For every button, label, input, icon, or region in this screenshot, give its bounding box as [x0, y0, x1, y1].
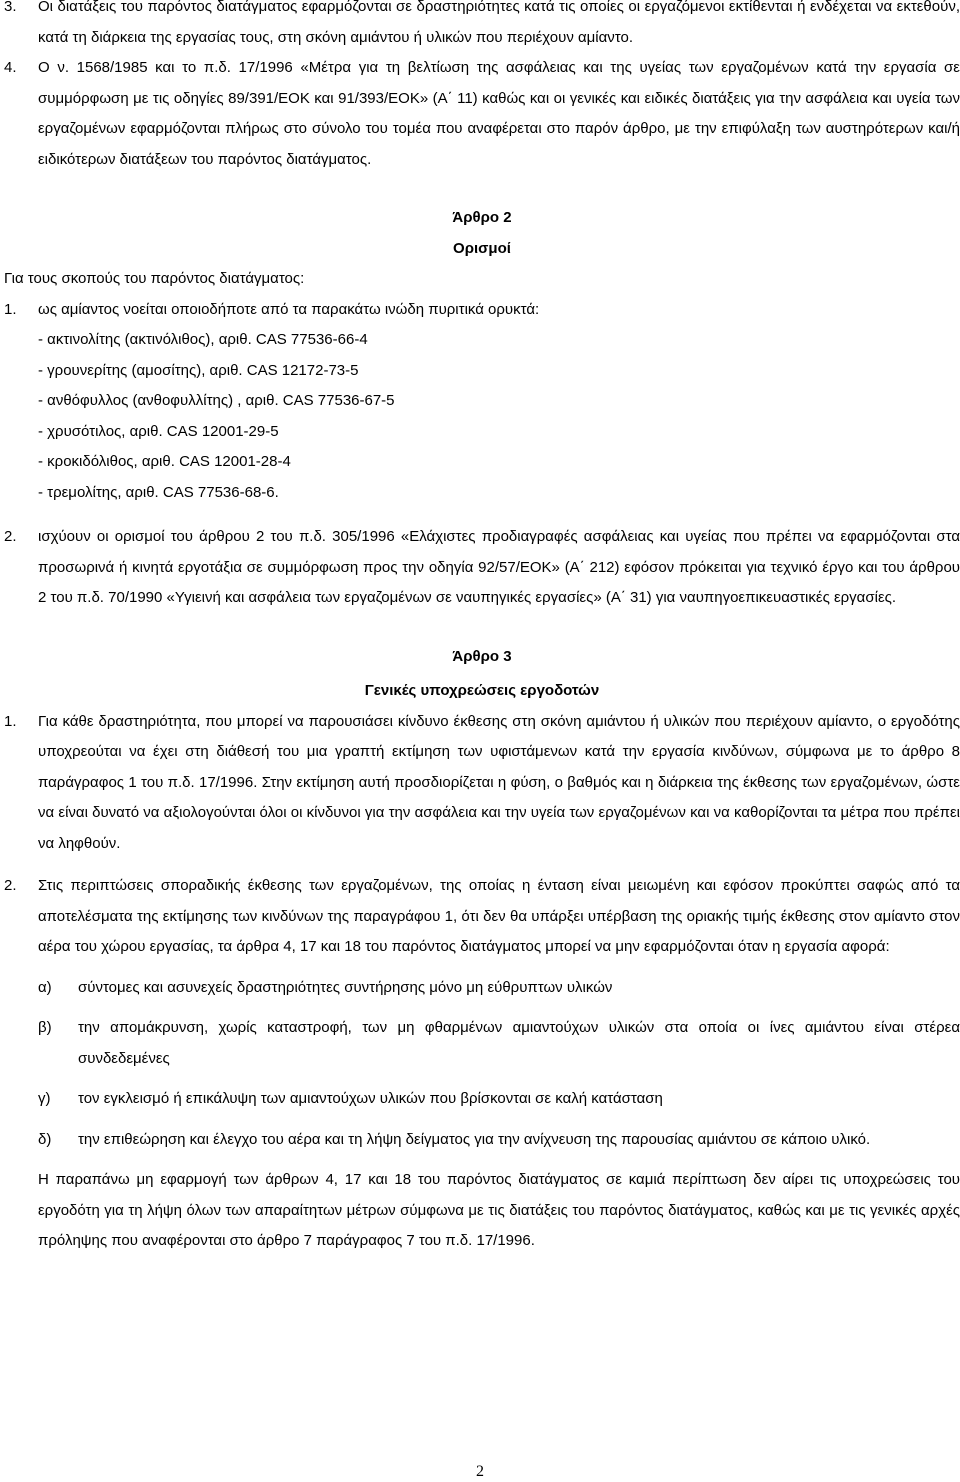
subitem-text: την επιθεώρηση και έλεγχο του αέρα και τη λήψη δείγματος για την ανίχνευση της παρουσίας αμιάντου σε κάποιο υλικό.: [78, 1130, 871, 1148]
subitem-label: β): [38, 1019, 52, 1036]
obligation-2: [4, 871, 960, 963]
paragraph-4: [4, 53, 960, 175]
subitem-text: την απομάκρυνση, χωρίς καταστροφή, των μη φθαρμένων αμιαντούχων υλικών στα οποία οι ίνες αμιάντου είναι στέρεα συνδεδεμένες: [78, 1019, 960, 1067]
obligation-1: [4, 707, 960, 860]
mineral-item: - τρεμολίτης, αριθ. CAS 77536-68-6.: [38, 483, 279, 501]
subitem-text: τον εγκλεισμό ή επικάλυψη των αμιαντούχων υλικών που βρίσκονται σε καλή κατάσταση: [78, 1090, 663, 1107]
subitem-b: [4, 1013, 960, 1074]
paragraph-text: Ο ν. 1568/1985 και το π.δ. 17/1996 «Μέτρα για τη βελτίωση της ασφάλειας και της υγείας των εργαζομένων κατά την εργασία σε συμμόρφωση με τις οδηγίες 89/391/ΕΟΚ και 91/393/ΕΟΚ» (Α΄ 11) καθώς και οι γενικές και ειδικές διατάξεις για την ασφάλεια και υγεία των εργαζομένων εφαρμόζονται πλήρως στο σύνολο του τομέα που αναφέρεται στο παρόν άρθρο, με την επιφύλαξη των αυστηρότερων και/ή ειδικότερων διατάξεων του παρόντος διατάγματος.: [38, 59, 960, 168]
mineral-item: - ανθόφυλλος (ανθοφυλλίτης) , αριθ. CAS 77536-67-5: [38, 392, 395, 409]
definition-number: 2.: [4, 528, 17, 545]
paragraph-number: 4.: [4, 59, 17, 76]
obligation-text: Στις περιπτώσεις σποραδικής έκθεσης των εργαζομένων, της οποίας η ένταση είναι μειωμένη και εφόσον προκύπτει σαφώς από τα αποτελέσματα της εκτίμησης των κινδύνων της παραγράφου 1, ότι δεν θα υπάρξει υπέρβαση της οριακής τιμής έκθεσης στον αμίαντο στον αέρα του χώρου εργασίας, τα άρθρα 4, 17 και 18 του παρόντος διατάγματος μπορεί να μην εφαρμόζονται όταν η εργασία αφορά:: [38, 877, 960, 955]
paragraph-number: 3.: [4, 0, 17, 15]
mineral-item: - ακτινολίτης (ακτινόλιθος), αριθ. CAS 77536-66-4: [38, 331, 368, 348]
definition-number: 1.: [4, 300, 17, 318]
article-3-title: Γενικές υποχρεώσεις εργοδοτών: [364, 682, 600, 699]
obligation-number: 2.: [4, 877, 17, 894]
subitem-d: [4, 1125, 960, 1156]
definition-1: [4, 295, 960, 326]
definitions-intro: Για τους σκοπούς του παρόντος διατάγματος:: [4, 270, 305, 287]
definition-text: ισχύουν οι ορισμοί του άρθρου 2 του π.δ. 305/1996 «Ελάχιστες προδιαγραφές ασφάλειας και υγείας που πρέπει να εφαρμόζονται στα προσωρινά ή κινητά εργοτάξια σε συμμόρφωση προς την οδηγία 92/57/ΕΟΚ» (Α΄ 212) εφόσον πρόκειται για τεχνικό έργο και του άρθρου 2 του π.δ. 70/1990 «Υγιεινή και ασφάλεια των εργαζομένων σε ναυπηγικές εργασίες» (Α΄ 31) για ναυπηγοεπικευαστικές εργασίες.: [38, 528, 960, 606]
subitem-text: σύντομες και ασυνεχείς δραστηριότητες συντήρησης μόνο μη εύθρυπτων υλικών: [78, 978, 613, 996]
article-2-heading: Άρθρο 2: [452, 209, 512, 226]
article-3-heading: Άρθρο 3: [452, 647, 512, 665]
paragraph-3: [4, 0, 960, 53]
subitem-a: [4, 973, 960, 1004]
closing-paragraph: Η παραπάνω μη εφαρμογή των άρθρων 4, 17 και 18 του παρόντος διατάγματος σε καμιά περίπτωση δεν αίρει τις υποχρεώσεις του εργοδότη για τη λήψη όλων των απαραίτητων μέτρων σύμφωνα με τις διατάξεις του παρόντος διατάγματος, καθώς και με τις γενικές αρχές πρόληψης που αναφέρονται στο άρθρο 7 παράγραφος 7 του π.δ. 17/1996.: [38, 1171, 960, 1249]
page-number: 2: [476, 1463, 484, 1480]
subitem-label: γ): [38, 1090, 51, 1107]
subitem-label: α): [38, 978, 52, 996]
mineral-item: - γρουνερίτης (αμοσίτης), αριθ. CAS 12172-73-5: [38, 361, 359, 379]
subitem-label: δ): [38, 1130, 52, 1148]
obligation-number: 1.: [4, 712, 17, 730]
subitem-c: [4, 1084, 960, 1115]
paragraph-text: Οι διατάξεις του παρόντος διατάγματος εφαρμόζονται σε δραστηριότητες κατά τις οποίες οι εργαζόμενοι εκτίθενται ή ενδέχεται να εκτεθούν, κατά τη διάρκεια της εργασίας τους, στη σκόνη αμιάντου ή υλικών που περιέχουν αμίαντο.: [38, 0, 960, 46]
article-2-title: Ορισμοί: [453, 239, 511, 257]
definition-2: [4, 522, 960, 614]
mineral-item: - χρυσότιλος, αριθ. CAS 12001-29-5: [38, 422, 279, 440]
definition-text: ως αμίαντος νοείται οποιοδήποτε από τα παρακάτω ινώδη πυριτικά ορυκτά:: [38, 300, 540, 318]
obligation-text: Για κάθε δραστηριότητα, που μπορεί να παρουσιάσει κίνδυνο έκθεσης στη σκόνη αμιάντου ή υλικών που περιέχουν αμίαντο, ο εργοδότης υποχρεούται να έχει στη διάθεσή του μια γραπτή εκτίμηση των υφιστάμενων κατά την εργασία κινδύνων, σύμφωνα με το άρθρο 8 παράγραφος 1 του π.δ. 17/1996. Στην εκτίμηση αυτή προσδιορίζεται η φύση, ο βαθμός και η διάρκεια της έκθεσης των εργαζομένων, ώστε να είναι δυνατό να αξιολογούνται όλοι οι κίνδυνοι για την ασφάλεια και την υγεία των εργαζομένων και να καθορίζονται τα μέτρα που πρέπει να ληφθούν.: [38, 712, 960, 852]
mineral-item: - κροκιδόλιθος, αριθ. CAS 12001-28-4: [38, 453, 291, 470]
